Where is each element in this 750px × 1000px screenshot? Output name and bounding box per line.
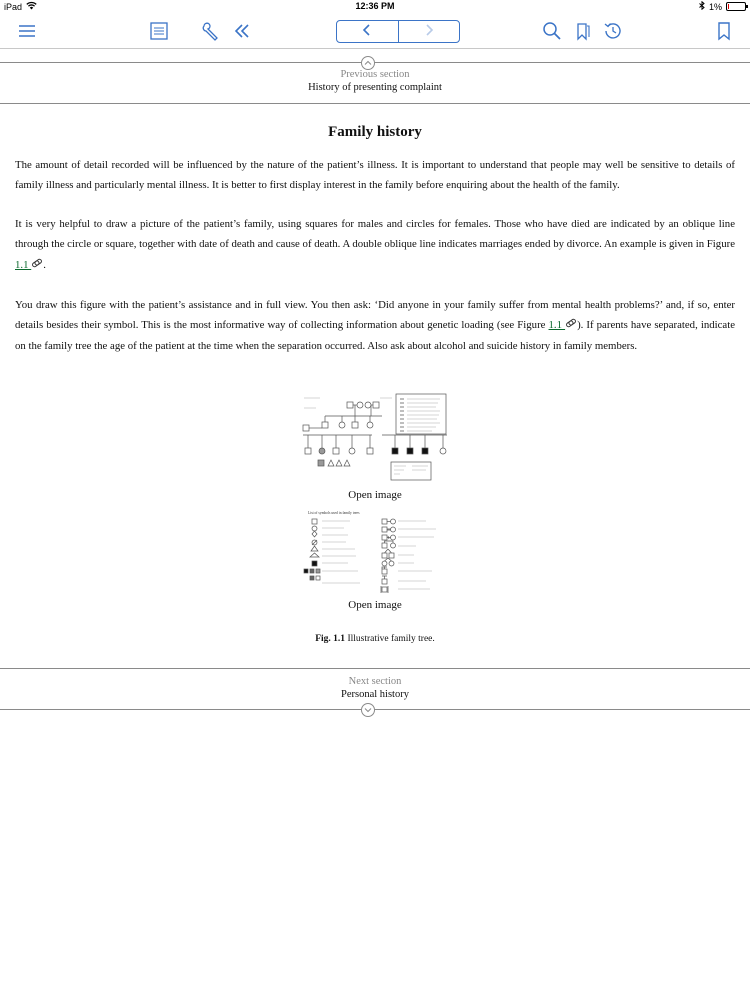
list-icon[interactable] <box>148 20 170 42</box>
page-navigation-segment <box>336 20 460 43</box>
next-section-label: Next section <box>348 676 402 687</box>
paragraph-text: It is very helpful to draw a picture of the patient’s family, using squares for males and circles for females. Those who have died are indicated by an oblique line through the circle or square, together with date of death and cause of death. A double oblique line indicates marriages ended by divorce. An example is given in Figure <box>15 218 735 251</box>
symbols-legend-image[interactable] <box>300 509 450 597</box>
divider <box>0 668 750 669</box>
figure-link-label: 1.1 <box>15 258 29 271</box>
paragraph <box>15 155 735 196</box>
figure-link-label: 1.1 <box>548 319 563 332</box>
link-icon <box>31 259 43 271</box>
legend-title: List of symbols used in family trees <box>308 511 360 515</box>
paragraph-text: The amount of detail recorded will be influenced by the nature of the patient’s illness. It is important to understand that people may well be sensitive to details of family illness and particularly mental illness. It is better to first display interest in the family before enquiring about the health of the family. <box>15 159 735 192</box>
paragraph-text: ). If parents have separated, indicate on the family tree the age of the patient at the time when the separation occurred. Also ask about alcohol and suicide history in family members. <box>15 319 735 352</box>
divider <box>0 709 750 710</box>
link-icon <box>565 319 577 331</box>
bluetooth-icon <box>699 1 705 12</box>
figure-link[interactable] <box>549 319 578 331</box>
divider <box>0 103 750 104</box>
paragraph <box>15 295 735 356</box>
device-name: iPad <box>4 1 23 12</box>
chevron-down-icon[interactable] <box>361 703 375 717</box>
menu-icon[interactable] <box>16 20 38 42</box>
previous-section-link[interactable] <box>0 69 750 93</box>
next-section-title: Personal history <box>341 689 409 700</box>
paragraph <box>15 214 735 275</box>
back-button[interactable] <box>337 21 399 42</box>
bookmarks-icon[interactable] <box>572 20 594 42</box>
clock: 12:36 PM <box>355 1 395 11</box>
chevron-up-icon[interactable] <box>361 56 375 70</box>
paragraph-text: . <box>43 258 46 271</box>
previous-section-label: Previous section <box>340 69 410 80</box>
search-icon[interactable] <box>541 20 563 42</box>
caption-text: Illustrative family tree. <box>345 634 435 644</box>
next-section-link[interactable] <box>0 676 750 700</box>
battery-icon <box>726 2 746 11</box>
open-image-link[interactable]: Open image <box>348 599 402 611</box>
battery-percent: 1% <box>708 1 722 12</box>
divider <box>0 62 750 63</box>
status-bar <box>0 0 750 14</box>
previous-section-title: History of presenting complaint <box>308 82 442 93</box>
section-heading: Family history <box>328 124 422 140</box>
figure-link[interactable] <box>15 259 43 271</box>
double-chevron-left-icon[interactable] <box>231 20 253 42</box>
paragraph-text: You draw this figure with the patient’s assistance and in full view. You then ask: ‘Did anyone in your family suffer from mental health problems?’ and, if so, enter details besides their symbol. This is the most informative way of collecting information about genetic loading (see Figure <box>15 299 735 332</box>
forward-arrow-icon <box>424 23 434 41</box>
figure-caption <box>0 634 750 644</box>
back-arrow-icon <box>362 23 372 41</box>
bookmark-icon[interactable] <box>713 20 735 42</box>
history-icon[interactable] <box>602 20 624 42</box>
family-tree-image[interactable] <box>300 392 450 482</box>
caption-label: Fig. 1.1 <box>315 634 346 644</box>
open-image-link[interactable]: Open image <box>348 489 402 501</box>
wrench-icon[interactable] <box>200 20 222 42</box>
forward-button[interactable] <box>399 21 460 42</box>
